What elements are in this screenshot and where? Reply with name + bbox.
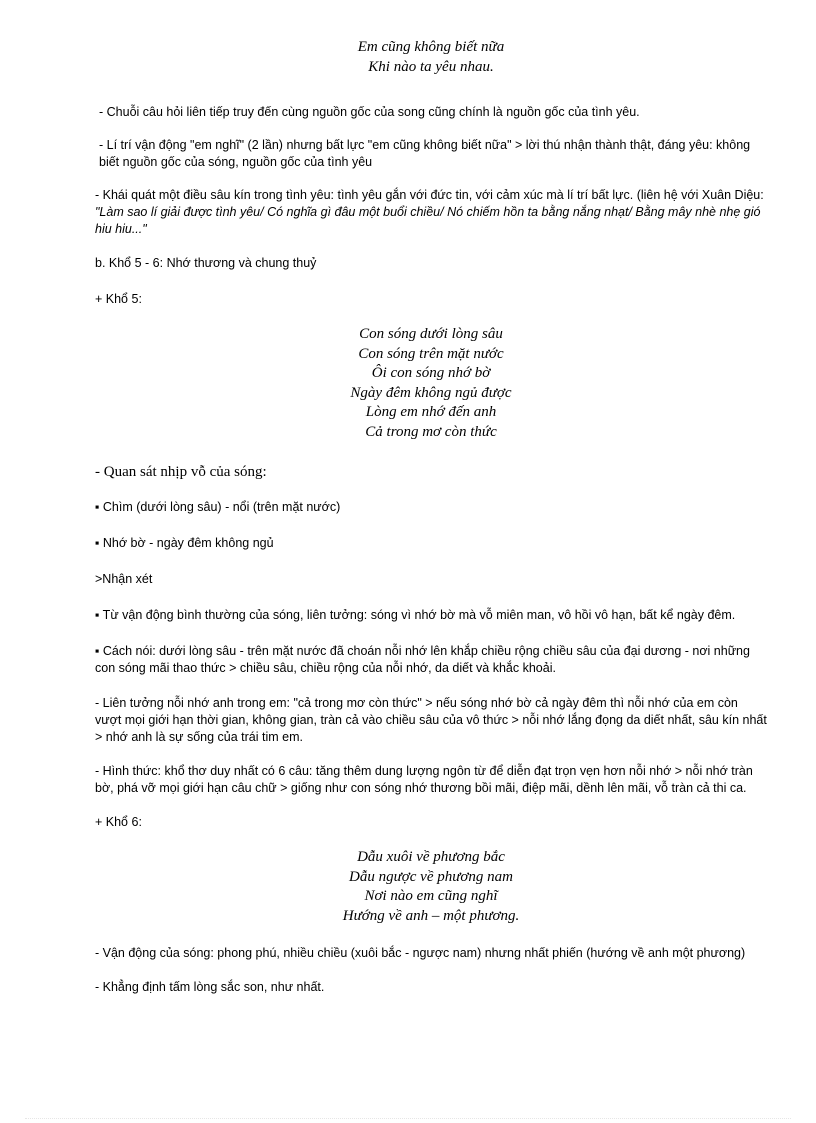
poem-line: Hướng về anh – một phương. [342, 907, 520, 924]
xuan-dieu-quote: "Làm sao lí giải được tình yêu/ Có nghĩa gì đâu một buổi chiều/ Nó chiếm hồn ta bằng nắng nhạt/ Bằng mây nhè nhẹ gió hiu hiu..." [95, 205, 761, 236]
paragraph-question-origin: - Chuỗi câu hỏi liên tiếp truy đến cùng nguồn gốc của song cũng chính là nguồn gốc của tình yêu. [99, 105, 640, 119]
paragraph-generalization [95, 187, 767, 238]
stanza-5-label: + Khổ 5: [95, 292, 142, 306]
bullet-expression: ▪ Cách nói: dưới lòng sâu - trên mặt nước đã choán nỗi nhớ lên khắp chiều rộng chiều sâu của đại dương - nơi những con sóng mãi thao thức > chiều sâu, chiều rộng của nỗi nhớ, da diết và khắc khoải. [95, 644, 750, 675]
observe-rhythm-heading: - Quan sát nhịp vỗ của sóng: [95, 464, 267, 480]
poem-line: Khi nào ta yêu nhau. [368, 58, 494, 75]
poem-line: Nơi nào em cũng nghĩ [364, 888, 498, 904]
poem-line: Lòng em nhớ đến anh [365, 404, 497, 420]
bullet-sink-float: ▪ Chìm (dưới lòng sâu) - nổi (trên mặt nước) [95, 500, 341, 514]
section-heading-b: b. Khổ 5 - 6: Nhớ thương và chung thuỷ [95, 256, 317, 270]
paragraph-wave-direction: - Vận động của sóng: phong phú, nhiều chiều (xuôi bắc - ngược nam) nhưng nhất phiến (hướng về anh một phương) [95, 946, 746, 960]
poem-line: Dẫu xuôi về phương bắc [357, 849, 505, 865]
page-bottom-rule [25, 1118, 791, 1119]
paragraph-reason-powerless: - Lí trí vận động "em nghĩ" (2 lần) nhưng bất lực "em cũng không biết nữa" > lời thú nhận thành thật, đáng yêu: không biết nguồn gốc của sóng, nguồn gốc của tình yêu [99, 138, 751, 169]
paragraph-association: - Liên tưởng nỗi nhớ anh trong em: "cả trong mơ còn thức" > nếu sóng nhớ bờ cả ngày đêm thì nỗi nhớ của em còn vượt mọi giới hạn thời gian, không gian, tràn cả vào chiều sâu của vô thức > nỗi nhớ lắng đọng da diết nhất, sâu kín nhất > nhớ anh là sự sống của trái tim em. [95, 696, 767, 744]
paragraph-form: - Hình thức: khổ thơ duy nhất có 6 câu: tăng thêm dung lượng ngôn từ để diễn đạt trọn vẹn hơn nỗi nhớ > nỗi nhớ tràn bờ, phá vỡ mọi giới hạn câu chữ > giống như con sóng nhớ thương bồi mãi, điệp mãi, dềnh lên mãi, vỗ tràn cả thi ca. [95, 764, 753, 795]
stanza-6-label: + Khổ 6: [95, 815, 142, 829]
paragraph-lead-text: - Khái quát một điều sâu kín trong tình yêu: tình yêu gắn với đức tin, với cảm xúc mà lí trí bất lực. (liên hệ với Xuân Diệu: [95, 188, 764, 202]
poem-stanza-4-ending [95, 38, 767, 77]
poem-stanza-5 [95, 325, 767, 442]
document-page [95, 38, 767, 996]
bullet-miss-shore: ▪ Nhớ bờ - ngày đêm không ngủ [95, 536, 274, 550]
poem-line: Em cũng không biết nữa [357, 39, 505, 55]
poem-stanza-6 [95, 848, 767, 926]
paragraph-affirmation: - Khẳng định tấm lòng sắc son, như nhất. [95, 980, 325, 994]
poem-line: Dẫu ngược về phương nam [348, 868, 513, 885]
poem-line: Con sóng trên mặt nước [358, 345, 504, 362]
poem-line: Con sóng dưới lòng sâu [359, 326, 503, 342]
bullet-wave-motion: ▪ Từ vận động bình thường của sóng, liên tưởng: sóng vì nhớ bờ mà vỗ miên man, vô hồi vô hạn, bất kể ngày đêm. [95, 608, 736, 622]
poem-line: Ôi con sóng nhớ bờ [371, 365, 491, 381]
remark-heading: >Nhận xét [95, 572, 153, 586]
poem-line: Cả trong mơ còn thức [365, 423, 497, 440]
poem-line: Ngày đêm không ngủ được [350, 384, 512, 401]
